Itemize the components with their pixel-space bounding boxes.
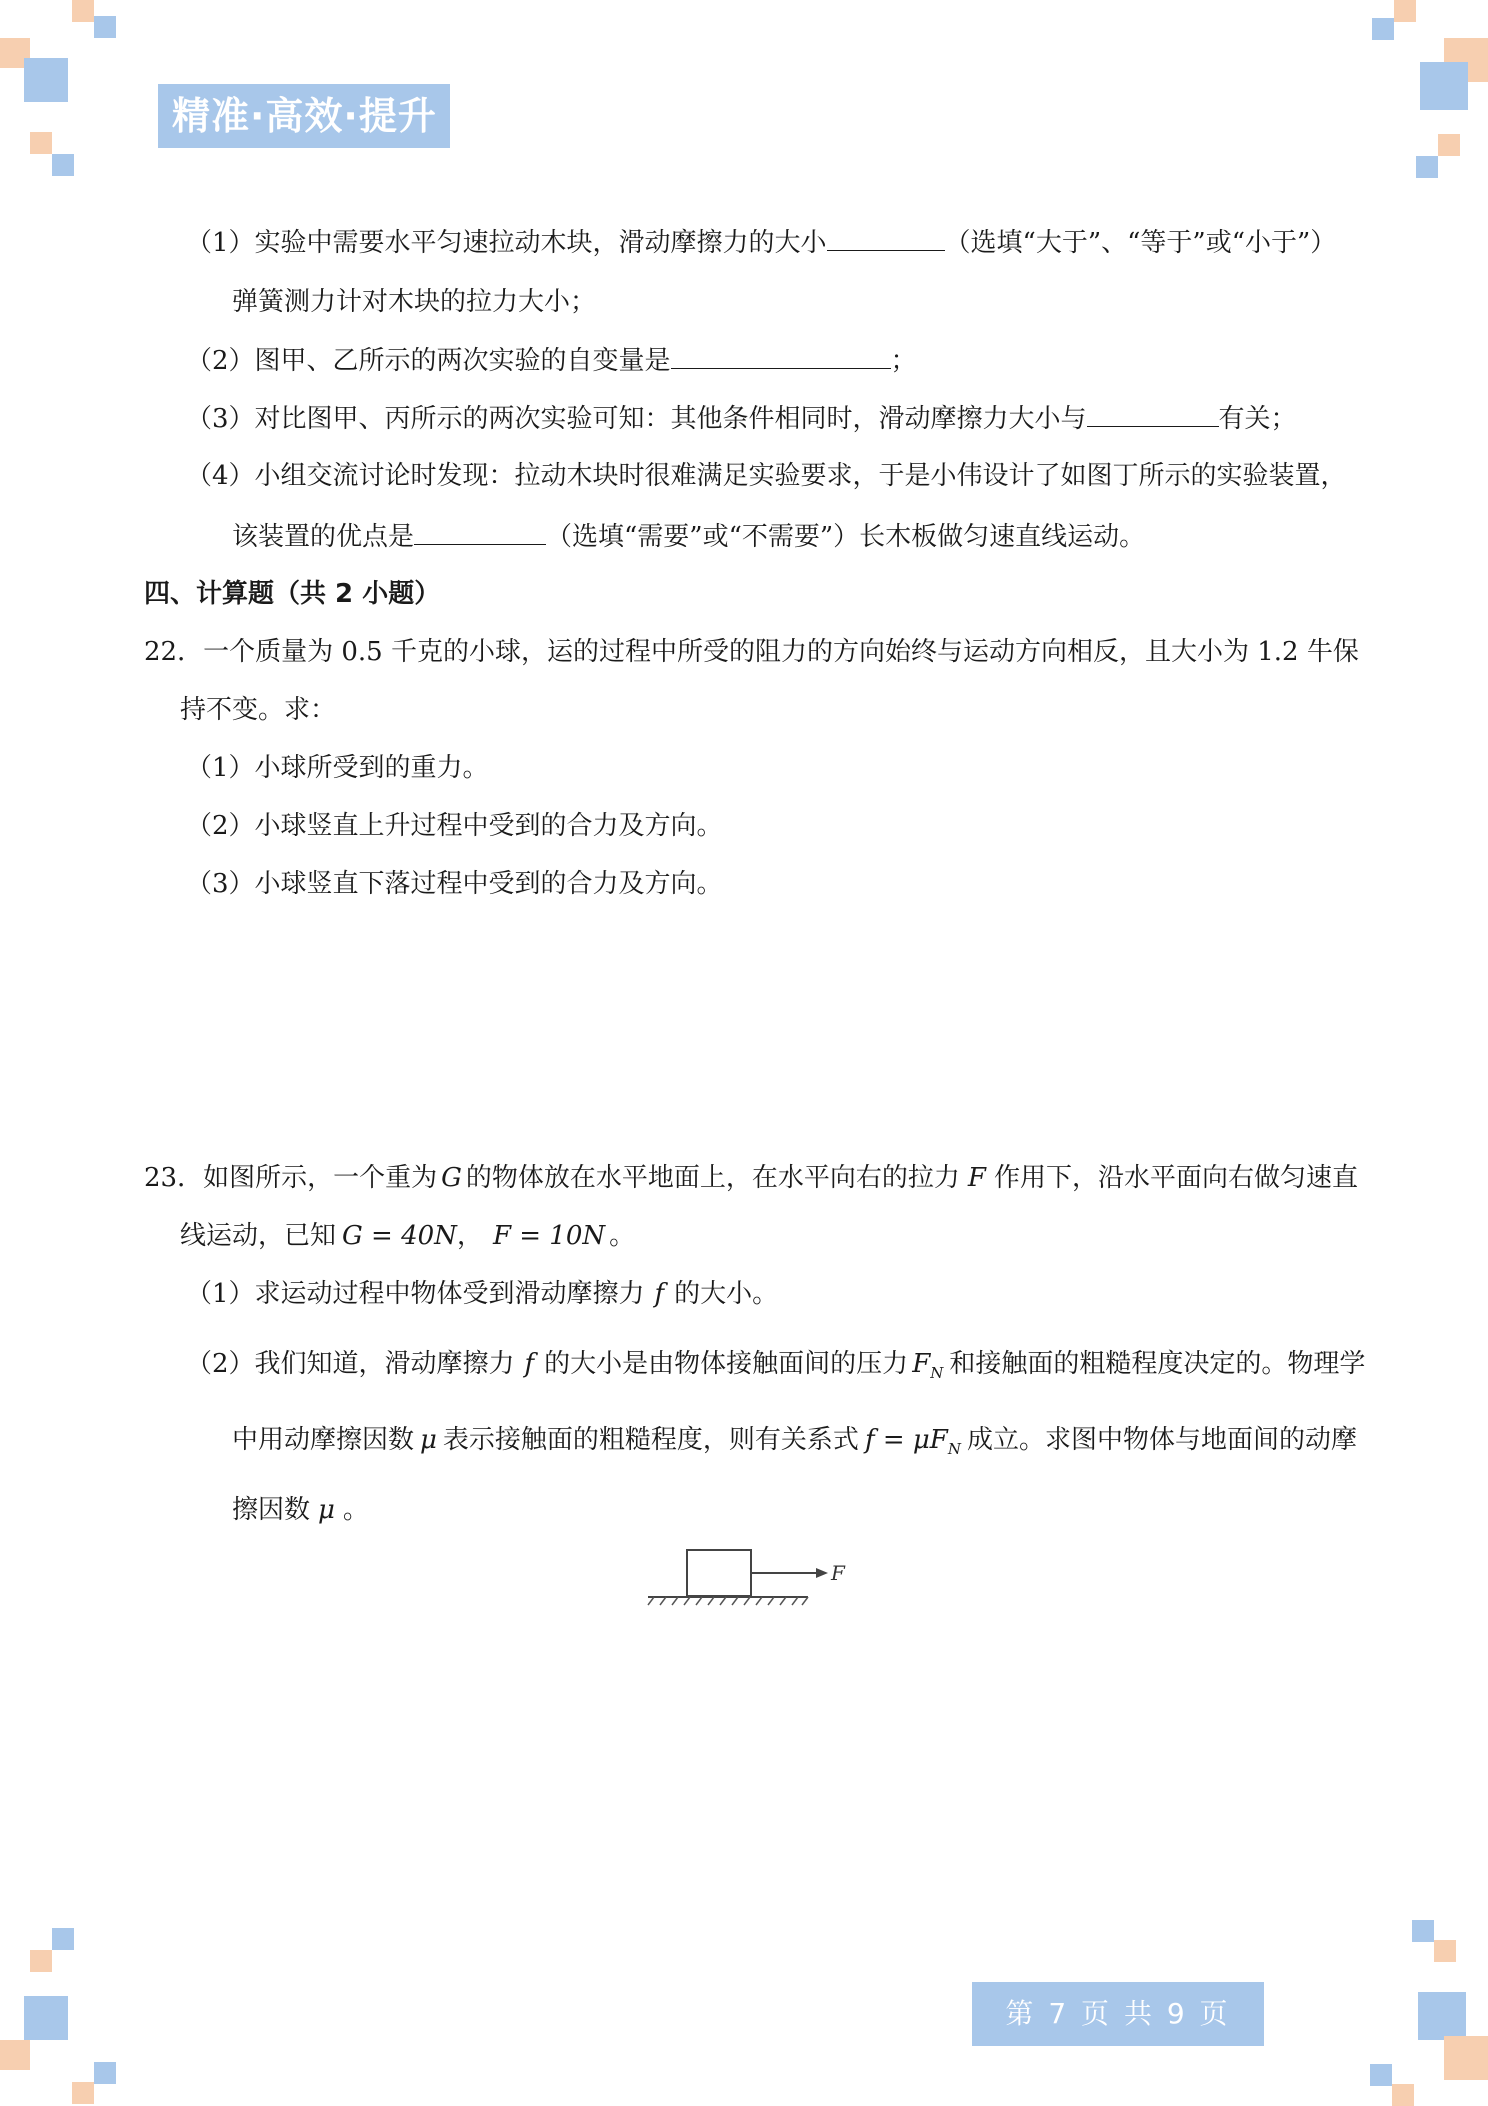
var-mu: μ bbox=[318, 1495, 335, 1525]
q2-text-b: ； bbox=[890, 346, 917, 376]
equation-g: G = 40N bbox=[342, 1221, 457, 1251]
q23-p2-text: 成立。求图中物体与地面间的动摩 bbox=[966, 1425, 1357, 1455]
q23-p2-text: 和接触面的粗糙程度决定的。物理学 bbox=[949, 1349, 1366, 1379]
q23-p2-text: （2）我们知道，滑动摩擦力 bbox=[186, 1349, 515, 1379]
page-number: 第 7 页 共 9 页 bbox=[972, 1982, 1264, 2046]
fn-subscript: N bbox=[930, 1364, 944, 1383]
fn-symbol: F bbox=[912, 1349, 931, 1379]
block bbox=[687, 1550, 751, 1596]
q4-text-c: （选填“需要”或“不需要”）长木板做匀速直线运动。 bbox=[546, 522, 1146, 552]
q23-p1-text: 的大小。 bbox=[674, 1279, 779, 1309]
question-21-part-1 bbox=[186, 224, 1336, 261]
answer-blank bbox=[414, 518, 546, 545]
question-22-part-3: （3）小球竖直下落过程中受到的合力及方向。 bbox=[186, 869, 723, 899]
q1-text-a: （1）实验中需要水平匀速拉动木块，滑动摩擦力的大小 bbox=[186, 228, 827, 258]
var-normal-force bbox=[912, 1349, 944, 1383]
q23-text: ， bbox=[456, 1221, 483, 1251]
var-mu: μ bbox=[420, 1425, 437, 1455]
question-23-stem-cont bbox=[180, 1218, 635, 1254]
q3-text-b: 有关； bbox=[1218, 404, 1297, 434]
block-force-diagram bbox=[640, 1538, 860, 1610]
q23-text: 线运动，已知 bbox=[180, 1221, 337, 1251]
equation-f: F = 10N bbox=[492, 1221, 606, 1251]
force-arrow-head bbox=[816, 1568, 828, 1578]
q23-text: 23．如图所示，一个重为 bbox=[144, 1163, 438, 1193]
q23-p1-text: （1）求运动过程中物体受到滑动摩擦力 bbox=[186, 1279, 645, 1309]
question-22-stem-cont: 持不变。求： bbox=[180, 695, 337, 725]
question-21-part-4: （4）小组交流讨论时发现：拉动木块时很难满足实验要求，于是小伟设计了如图丁所示的实验装置， bbox=[186, 461, 1347, 491]
question-22-part-2: （2）小球竖直上升过程中受到的合力及方向。 bbox=[186, 811, 723, 841]
force-label: F bbox=[831, 1561, 845, 1585]
answer-blank bbox=[1087, 400, 1219, 427]
q4-text-b: 该装置的优点是 bbox=[232, 522, 415, 552]
question-23-part-2 bbox=[186, 1346, 1365, 1391]
question-21-part-4-cont bbox=[232, 518, 1145, 555]
q23-text: 的物体放在水平地面上，在水平向右的拉力 bbox=[465, 1163, 960, 1193]
q23-text: 。 bbox=[609, 1221, 636, 1251]
question-23-part-2-cont2 bbox=[232, 1492, 369, 1528]
var-friction: f bbox=[524, 1349, 535, 1379]
ground-hatching bbox=[648, 1597, 808, 1605]
question-21-part-2 bbox=[186, 342, 917, 379]
question-23-part-1 bbox=[186, 1276, 778, 1312]
q23-p2-text: 。 bbox=[342, 1495, 369, 1525]
answer-blank bbox=[827, 224, 945, 251]
question-21-part-1-cont: 弹簧测力计对木块的拉力大小； bbox=[232, 287, 597, 317]
q2-text-a: （2）图甲、乙所示的两次实验的自变量是 bbox=[186, 346, 671, 376]
q1-text-b: （选填“大于”、“等于”或“小于”） bbox=[944, 228, 1337, 258]
answer-blank bbox=[671, 342, 891, 369]
var-friction: f bbox=[654, 1279, 665, 1309]
q23-p2-text: 的大小是由物体接触面间的压力 bbox=[544, 1349, 909, 1379]
q23-p2-text: 中用动摩擦因数 bbox=[232, 1425, 415, 1455]
formula-subscript: N bbox=[947, 1440, 961, 1459]
section-heading: 四、计算题（共 2 小题） bbox=[144, 579, 441, 609]
question-23-stem bbox=[144, 1160, 1358, 1196]
formula-friction bbox=[864, 1425, 961, 1459]
var-f-force: F bbox=[967, 1163, 986, 1193]
question-22-part-1: （1）小球所受到的重力。 bbox=[186, 753, 489, 783]
q23-p2-text: 表示接触面的粗糙程度，则有关系式 bbox=[442, 1425, 859, 1455]
q23-text: 作用下，沿水平面向右做匀速直 bbox=[993, 1163, 1358, 1193]
question-21-part-3 bbox=[186, 400, 1297, 437]
var-g: G bbox=[441, 1163, 462, 1193]
header-banner: 精准·高效·提升 bbox=[158, 84, 450, 148]
question-22-stem: 22．一个质量为 0.5 千克的小球，运的过程中所受的阻力的方向始终与运动方向相反，且大小为 1.2 牛保 bbox=[144, 637, 1359, 667]
q3-text-a: （3）对比图甲、丙所示的两次实验可知：其他条件相同时，滑动摩擦力大小与 bbox=[186, 404, 1087, 434]
formula-text: f = μF bbox=[864, 1425, 948, 1455]
q23-p2-text: 擦因数 bbox=[232, 1495, 311, 1525]
question-23-part-2-cont bbox=[232, 1422, 1357, 1467]
